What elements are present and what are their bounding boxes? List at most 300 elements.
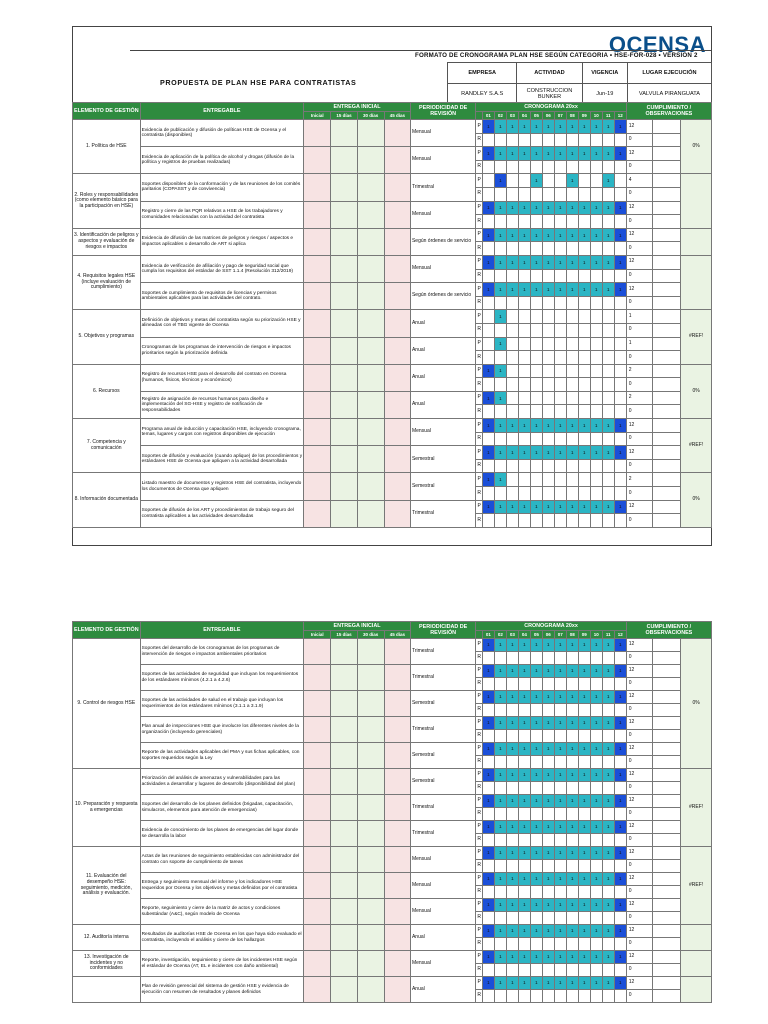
month-cell[interactable]: [590, 187, 602, 201]
month-cell[interactable]: [506, 323, 518, 337]
month-cell[interactable]: [590, 459, 602, 473]
initial-delivery-cell[interactable]: [384, 977, 410, 1003]
month-cell[interactable]: 1: [530, 899, 542, 912]
initial-delivery-cell[interactable]: [357, 255, 384, 282]
month-cell[interactable]: [566, 323, 578, 337]
initial-delivery-cell[interactable]: [384, 665, 410, 691]
initial-delivery-cell[interactable]: [304, 364, 331, 391]
month-cell[interactable]: 1: [542, 446, 554, 460]
month-cell[interactable]: 1: [578, 500, 590, 514]
month-cell[interactable]: [542, 990, 554, 1003]
month-cell[interactable]: 1: [614, 743, 626, 756]
initial-delivery-cell[interactable]: [304, 201, 331, 228]
month-cell[interactable]: 1: [602, 743, 614, 756]
month-cell[interactable]: [578, 432, 590, 446]
month-cell[interactable]: 1: [590, 255, 602, 269]
initial-delivery-cell[interactable]: [304, 500, 331, 527]
month-cell[interactable]: [614, 187, 626, 201]
month-cell[interactable]: [566, 160, 578, 174]
month-cell[interactable]: 1: [530, 743, 542, 756]
month-cell[interactable]: 1: [494, 795, 506, 808]
month-cell[interactable]: [602, 886, 614, 899]
month-cell[interactable]: 1: [602, 847, 614, 860]
month-cell[interactable]: [602, 860, 614, 873]
month-cell[interactable]: 1: [566, 925, 578, 938]
month-cell[interactable]: 1: [494, 391, 506, 405]
month-cell[interactable]: [494, 964, 506, 977]
month-cell[interactable]: [494, 405, 506, 419]
month-cell[interactable]: 1: [614, 201, 626, 215]
month-cell[interactable]: [482, 730, 494, 743]
month-cell[interactable]: [506, 652, 518, 665]
month-cell[interactable]: [554, 459, 566, 473]
month-cell[interactable]: 1: [530, 500, 542, 514]
month-cell[interactable]: [554, 378, 566, 392]
month-cell[interactable]: [590, 351, 602, 365]
month-cell[interactable]: [542, 432, 554, 446]
observation-cell[interactable]: [652, 187, 680, 201]
month-cell[interactable]: [578, 678, 590, 691]
month-cell[interactable]: [578, 269, 590, 283]
month-cell[interactable]: [494, 459, 506, 473]
month-cell[interactable]: 1: [482, 446, 494, 460]
month-cell[interactable]: [494, 652, 506, 665]
month-cell[interactable]: 1: [482, 821, 494, 834]
month-cell[interactable]: 1: [590, 925, 602, 938]
month-cell[interactable]: 1: [602, 925, 614, 938]
month-cell[interactable]: 1: [602, 201, 614, 215]
month-cell[interactable]: 1: [614, 899, 626, 912]
month-cell[interactable]: [614, 834, 626, 847]
initial-delivery-cell[interactable]: [304, 899, 331, 925]
month-cell[interactable]: 1: [590, 821, 602, 834]
observation-cell[interactable]: [652, 691, 680, 704]
month-cell[interactable]: [578, 938, 590, 951]
observation-cell[interactable]: [652, 795, 680, 808]
month-cell[interactable]: 1: [566, 120, 578, 134]
month-cell[interactable]: 1: [614, 665, 626, 678]
month-cell[interactable]: [542, 174, 554, 188]
month-cell[interactable]: 1: [602, 500, 614, 514]
month-cell[interactable]: 1: [482, 899, 494, 912]
month-cell[interactable]: [566, 432, 578, 446]
month-cell[interactable]: [542, 459, 554, 473]
month-cell[interactable]: 1: [578, 795, 590, 808]
month-cell[interactable]: [590, 215, 602, 229]
month-cell[interactable]: 1: [578, 201, 590, 215]
month-cell[interactable]: [518, 391, 530, 405]
month-cell[interactable]: [506, 432, 518, 446]
month-cell[interactable]: 1: [554, 147, 566, 161]
month-cell[interactable]: [518, 756, 530, 769]
month-cell[interactable]: [590, 323, 602, 337]
month-cell[interactable]: 1: [566, 228, 578, 242]
month-cell[interactable]: 1: [518, 665, 530, 678]
observation-cell[interactable]: [652, 821, 680, 834]
month-cell[interactable]: [578, 296, 590, 310]
month-cell[interactable]: [542, 808, 554, 821]
month-cell[interactable]: 1: [494, 419, 506, 433]
month-cell[interactable]: 1: [542, 925, 554, 938]
month-cell[interactable]: 1: [614, 847, 626, 860]
month-cell[interactable]: [494, 160, 506, 174]
month-cell[interactable]: 1: [554, 769, 566, 782]
month-cell[interactable]: 1: [590, 691, 602, 704]
month-cell[interactable]: 1: [566, 951, 578, 964]
month-cell[interactable]: 1: [506, 255, 518, 269]
month-cell[interactable]: [602, 351, 614, 365]
month-cell[interactable]: [554, 782, 566, 795]
month-cell[interactable]: [614, 730, 626, 743]
month-cell[interactable]: 1: [518, 821, 530, 834]
month-cell[interactable]: [506, 133, 518, 147]
month-cell[interactable]: [506, 730, 518, 743]
month-cell[interactable]: [482, 269, 494, 283]
month-cell[interactable]: [578, 964, 590, 977]
month-cell[interactable]: [566, 337, 578, 351]
month-cell[interactable]: 1: [542, 873, 554, 886]
month-cell[interactable]: 1: [518, 120, 530, 134]
month-cell[interactable]: 1: [578, 283, 590, 297]
month-cell[interactable]: [590, 886, 602, 899]
observation-cell[interactable]: [652, 678, 680, 691]
month-cell[interactable]: [542, 678, 554, 691]
month-cell[interactable]: [578, 886, 590, 899]
month-cell[interactable]: 1: [506, 446, 518, 460]
month-cell[interactable]: [566, 391, 578, 405]
month-cell[interactable]: 1: [530, 925, 542, 938]
initial-delivery-cell[interactable]: [357, 821, 384, 847]
observation-cell[interactable]: [652, 704, 680, 717]
initial-delivery-cell[interactable]: [357, 899, 384, 925]
initial-delivery-cell[interactable]: [357, 419, 384, 446]
month-cell[interactable]: 1: [542, 255, 554, 269]
month-cell[interactable]: 1: [542, 821, 554, 834]
month-cell[interactable]: [578, 174, 590, 188]
month-cell[interactable]: [554, 487, 566, 501]
month-cell[interactable]: 1: [518, 228, 530, 242]
month-cell[interactable]: [590, 310, 602, 324]
month-cell[interactable]: [494, 782, 506, 795]
initial-delivery-cell[interactable]: [384, 120, 410, 147]
initial-delivery-cell[interactable]: [331, 337, 357, 364]
month-cell[interactable]: 1: [554, 717, 566, 730]
month-cell[interactable]: 1: [518, 743, 530, 756]
month-cell[interactable]: [494, 938, 506, 951]
month-cell[interactable]: 1: [554, 120, 566, 134]
observation-cell[interactable]: [652, 847, 680, 860]
month-cell[interactable]: [530, 296, 542, 310]
initial-delivery-cell[interactable]: [331, 925, 357, 951]
month-cell[interactable]: [506, 174, 518, 188]
month-cell[interactable]: 1: [482, 847, 494, 860]
month-cell[interactable]: [482, 938, 494, 951]
month-cell[interactable]: [506, 364, 518, 378]
month-cell[interactable]: [530, 378, 542, 392]
month-cell[interactable]: 1: [590, 743, 602, 756]
month-cell[interactable]: 1: [518, 446, 530, 460]
observation-cell[interactable]: [652, 432, 680, 446]
month-cell[interactable]: [482, 514, 494, 528]
month-cell[interactable]: 1: [566, 446, 578, 460]
month-cell[interactable]: [518, 834, 530, 847]
observation-cell[interactable]: [652, 834, 680, 847]
month-cell[interactable]: 1: [518, 691, 530, 704]
month-cell[interactable]: 1: [518, 873, 530, 886]
month-cell[interactable]: 1: [614, 821, 626, 834]
month-cell[interactable]: [542, 323, 554, 337]
month-cell[interactable]: [602, 405, 614, 419]
month-cell[interactable]: 1: [506, 769, 518, 782]
month-cell[interactable]: [542, 730, 554, 743]
initial-delivery-cell[interactable]: [357, 446, 384, 473]
month-cell[interactable]: [542, 912, 554, 925]
month-cell[interactable]: [602, 912, 614, 925]
month-cell[interactable]: [506, 269, 518, 283]
month-cell[interactable]: [506, 756, 518, 769]
month-cell[interactable]: 1: [566, 639, 578, 652]
initial-delivery-cell[interactable]: [331, 283, 357, 310]
month-cell[interactable]: 1: [530, 951, 542, 964]
month-cell[interactable]: [542, 473, 554, 487]
month-cell[interactable]: 1: [614, 120, 626, 134]
month-cell[interactable]: [542, 133, 554, 147]
month-cell[interactable]: [530, 487, 542, 501]
month-cell[interactable]: 1: [578, 847, 590, 860]
month-cell[interactable]: [554, 730, 566, 743]
month-cell[interactable]: 1: [566, 977, 578, 990]
month-cell[interactable]: [590, 269, 602, 283]
initial-delivery-cell[interactable]: [331, 120, 357, 147]
month-cell[interactable]: [590, 432, 602, 446]
observation-cell[interactable]: [652, 459, 680, 473]
month-cell[interactable]: 1: [482, 873, 494, 886]
month-cell[interactable]: 1: [566, 847, 578, 860]
initial-delivery-cell[interactable]: [384, 639, 410, 665]
month-cell[interactable]: 1: [590, 446, 602, 460]
initial-delivery-cell[interactable]: [357, 951, 384, 977]
month-cell[interactable]: 1: [542, 847, 554, 860]
observation-cell[interactable]: [652, 133, 680, 147]
initial-delivery-cell[interactable]: [357, 717, 384, 743]
month-cell[interactable]: 1: [554, 821, 566, 834]
initial-delivery-cell[interactable]: [304, 419, 331, 446]
initial-delivery-cell[interactable]: [384, 899, 410, 925]
month-cell[interactable]: [554, 215, 566, 229]
month-cell[interactable]: 1: [494, 446, 506, 460]
month-cell[interactable]: [554, 514, 566, 528]
month-cell[interactable]: [530, 834, 542, 847]
initial-delivery-cell[interactable]: [331, 473, 357, 500]
month-cell[interactable]: [578, 459, 590, 473]
initial-delivery-cell[interactable]: [384, 255, 410, 282]
initial-delivery-cell[interactable]: [304, 769, 331, 795]
observation-cell[interactable]: [652, 446, 680, 460]
month-cell[interactable]: 1: [494, 310, 506, 324]
month-cell[interactable]: [578, 652, 590, 665]
month-cell[interactable]: [602, 215, 614, 229]
month-cell[interactable]: 1: [602, 174, 614, 188]
month-cell[interactable]: 1: [518, 639, 530, 652]
month-cell[interactable]: [530, 459, 542, 473]
month-cell[interactable]: 1: [590, 228, 602, 242]
month-cell[interactable]: [530, 730, 542, 743]
month-cell[interactable]: [566, 133, 578, 147]
month-cell[interactable]: 1: [554, 873, 566, 886]
month-cell[interactable]: [482, 351, 494, 365]
month-cell[interactable]: 1: [566, 717, 578, 730]
initial-delivery-cell[interactable]: [357, 391, 384, 418]
month-cell[interactable]: [506, 678, 518, 691]
month-cell[interactable]: [554, 808, 566, 821]
month-cell[interactable]: 1: [494, 174, 506, 188]
month-cell[interactable]: [590, 160, 602, 174]
month-cell[interactable]: [530, 704, 542, 717]
month-cell[interactable]: [602, 730, 614, 743]
initial-delivery-cell[interactable]: [357, 925, 384, 951]
month-cell[interactable]: [566, 730, 578, 743]
month-cell[interactable]: 1: [530, 639, 542, 652]
month-cell[interactable]: 1: [542, 899, 554, 912]
month-cell[interactable]: 1: [602, 228, 614, 242]
month-cell[interactable]: 1: [518, 951, 530, 964]
month-cell[interactable]: 1: [530, 769, 542, 782]
observation-cell[interactable]: [652, 215, 680, 229]
month-cell[interactable]: 1: [494, 951, 506, 964]
observation-cell[interactable]: [652, 938, 680, 951]
month-cell[interactable]: [518, 730, 530, 743]
month-cell[interactable]: 1: [518, 717, 530, 730]
month-cell[interactable]: [506, 187, 518, 201]
month-cell[interactable]: 1: [530, 283, 542, 297]
month-cell[interactable]: 1: [494, 743, 506, 756]
month-cell[interactable]: 1: [542, 769, 554, 782]
initial-delivery-cell[interactable]: [384, 201, 410, 228]
month-cell[interactable]: [578, 337, 590, 351]
month-cell[interactable]: [518, 160, 530, 174]
initial-delivery-cell[interactable]: [384, 147, 410, 174]
initial-delivery-cell[interactable]: [304, 951, 331, 977]
month-cell[interactable]: [494, 432, 506, 446]
month-cell[interactable]: 1: [578, 255, 590, 269]
month-cell[interactable]: 1: [614, 977, 626, 990]
month-cell[interactable]: 1: [590, 147, 602, 161]
month-cell[interactable]: [554, 834, 566, 847]
month-cell[interactable]: [518, 704, 530, 717]
month-cell[interactable]: [542, 364, 554, 378]
month-cell[interactable]: [578, 756, 590, 769]
month-cell[interactable]: [602, 391, 614, 405]
month-cell[interactable]: [602, 704, 614, 717]
month-cell[interactable]: [542, 215, 554, 229]
initial-delivery-cell[interactable]: [304, 847, 331, 873]
month-cell[interactable]: 1: [506, 147, 518, 161]
month-cell[interactable]: [530, 405, 542, 419]
month-cell[interactable]: [578, 160, 590, 174]
month-cell[interactable]: [578, 730, 590, 743]
month-cell[interactable]: 1: [590, 873, 602, 886]
month-cell[interactable]: 1: [578, 147, 590, 161]
initial-delivery-cell[interactable]: [304, 691, 331, 717]
month-cell[interactable]: [494, 487, 506, 501]
month-cell[interactable]: 1: [554, 795, 566, 808]
month-cell[interactable]: [494, 990, 506, 1003]
month-cell[interactable]: 1: [590, 500, 602, 514]
month-cell[interactable]: [590, 912, 602, 925]
month-cell[interactable]: [554, 860, 566, 873]
month-cell[interactable]: [602, 310, 614, 324]
initial-delivery-cell[interactable]: [304, 120, 331, 147]
initial-delivery-cell[interactable]: [331, 769, 357, 795]
initial-delivery-cell[interactable]: [357, 847, 384, 873]
initial-delivery-cell[interactable]: [384, 228, 410, 255]
month-cell[interactable]: 1: [602, 769, 614, 782]
month-cell[interactable]: [494, 296, 506, 310]
initial-delivery-cell[interactable]: [331, 795, 357, 821]
month-cell[interactable]: [518, 405, 530, 419]
observation-cell[interactable]: [652, 886, 680, 899]
month-cell[interactable]: 1: [602, 899, 614, 912]
month-cell[interactable]: [590, 756, 602, 769]
month-cell[interactable]: 1: [506, 795, 518, 808]
month-cell[interactable]: [602, 269, 614, 283]
month-cell[interactable]: 1: [566, 743, 578, 756]
month-cell[interactable]: [590, 834, 602, 847]
month-cell[interactable]: 1: [590, 899, 602, 912]
month-cell[interactable]: 1: [602, 717, 614, 730]
month-cell[interactable]: 1: [602, 691, 614, 704]
month-cell[interactable]: [494, 323, 506, 337]
initial-delivery-cell[interactable]: [304, 821, 331, 847]
initial-delivery-cell[interactable]: [331, 639, 357, 665]
month-cell[interactable]: [614, 378, 626, 392]
month-cell[interactable]: [566, 405, 578, 419]
month-cell[interactable]: 1: [494, 639, 506, 652]
observation-cell[interactable]: [652, 351, 680, 365]
month-cell[interactable]: [518, 215, 530, 229]
month-cell[interactable]: [494, 756, 506, 769]
initial-delivery-cell[interactable]: [304, 717, 331, 743]
month-cell[interactable]: [530, 269, 542, 283]
month-cell[interactable]: [518, 652, 530, 665]
month-cell[interactable]: [602, 938, 614, 951]
month-cell[interactable]: [482, 756, 494, 769]
month-cell[interactable]: [530, 242, 542, 256]
month-cell[interactable]: [506, 860, 518, 873]
month-cell[interactable]: [542, 242, 554, 256]
month-cell[interactable]: [614, 242, 626, 256]
month-cell[interactable]: 1: [602, 977, 614, 990]
month-cell[interactable]: [602, 378, 614, 392]
month-cell[interactable]: [566, 912, 578, 925]
initial-delivery-cell[interactable]: [357, 120, 384, 147]
month-cell[interactable]: [614, 160, 626, 174]
month-cell[interactable]: [542, 756, 554, 769]
initial-delivery-cell[interactable]: [357, 500, 384, 527]
observation-cell[interactable]: [652, 873, 680, 886]
month-cell[interactable]: [602, 364, 614, 378]
month-cell[interactable]: [554, 964, 566, 977]
month-cell[interactable]: [494, 514, 506, 528]
month-cell[interactable]: [566, 351, 578, 365]
month-cell[interactable]: [614, 964, 626, 977]
observation-cell[interactable]: [652, 473, 680, 487]
month-cell[interactable]: 1: [506, 951, 518, 964]
month-cell[interactable]: 1: [566, 899, 578, 912]
month-cell[interactable]: 1: [482, 228, 494, 242]
month-cell[interactable]: [614, 678, 626, 691]
initial-delivery-cell[interactable]: [304, 391, 331, 418]
